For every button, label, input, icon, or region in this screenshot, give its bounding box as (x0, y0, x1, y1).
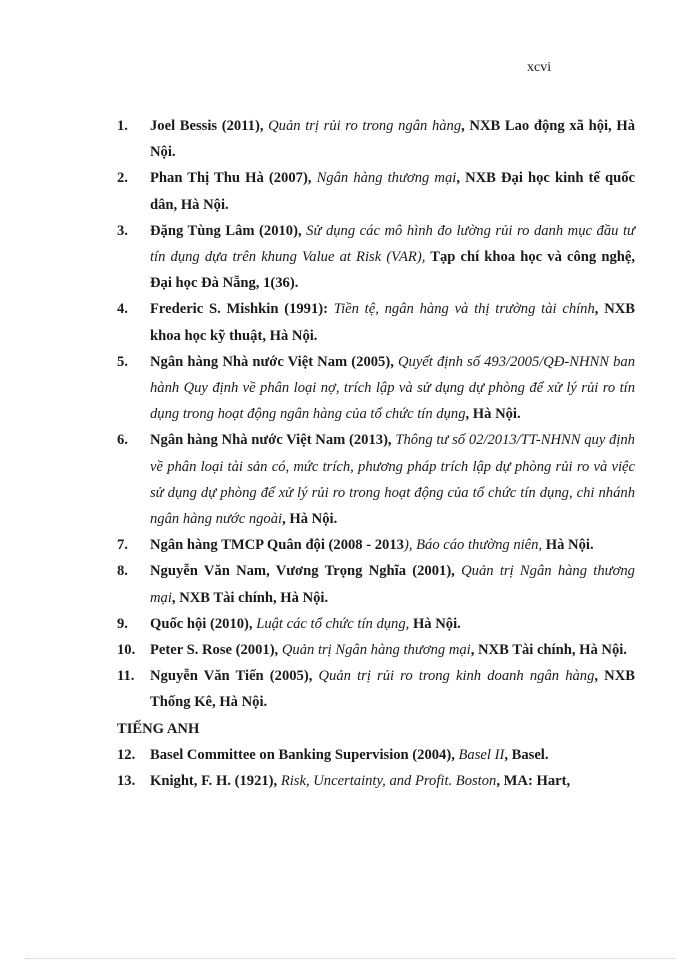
reference-number: 4. (117, 301, 128, 318)
reference-segment: Nguyễn Văn Tiến (2005), (150, 668, 319, 685)
reference-title: Basel II (458, 746, 505, 763)
reference-item (117, 427, 635, 532)
reference-title: Quyết định số 493/2005/QĐ-NHNN ban hành Quy định về phân loại nợ, trích lập và sử dụng dự phòng để xử lý rủi ro tín dụng trong hoạt động ngân hàng của tổ chức tín dụng (150, 353, 635, 423)
reference-segment: Ngân hàng Nhà nước Việt Nam (2013), (150, 432, 396, 449)
reference-segment: Phan Thị Thu Hà (2007), (150, 170, 317, 187)
reference-number: 1. (117, 118, 128, 134)
reference-text (150, 296, 635, 348)
reference-segment: Knight, F. H. (1921), (150, 773, 281, 790)
reference-item (117, 611, 635, 637)
reference-segment: Hà Nội. (409, 615, 461, 632)
reference-text (150, 637, 635, 663)
reference-segment: Joel Bessis (2011), (150, 118, 269, 134)
reference-number: 8. (117, 563, 128, 580)
reference-text (150, 663, 635, 715)
reference-item (117, 663, 635, 715)
reference-title: Ngân hàng thương mại (316, 170, 457, 187)
reference-segment: , MA: Hart, (496, 773, 571, 790)
reference-text (150, 611, 635, 637)
reference-number: 10. (117, 642, 136, 659)
reference-item (117, 742, 635, 768)
reference-item (117, 113, 635, 165)
reference-segment: , Basel. (504, 746, 549, 763)
reference-segment: , Hà Nội. (465, 406, 521, 423)
reference-item (117, 637, 635, 663)
reference-segment: Ngân hàng Nhà nước Việt Nam (2005), (150, 353, 398, 370)
reference-segment: Frederic S. Mishkin (1991): (150, 301, 334, 318)
reference-text (150, 349, 635, 428)
reference-title: Risk, Uncertainty, and Profit. Boston (280, 773, 497, 790)
reference-number: 3. (117, 222, 128, 239)
reference-text (150, 218, 635, 297)
reference-number: 9. (117, 615, 128, 632)
reference-segment: , NXB Thống Kê, Hà Nội. (150, 668, 635, 711)
vietnamese-references (117, 113, 635, 716)
reference-segment: , Hà Nội. (282, 511, 338, 528)
page-number: xcvi (527, 60, 552, 75)
reference-segment: Basel Committee on Banking Supervision (2004), (150, 746, 459, 763)
reference-number: 6. (117, 432, 128, 449)
reference-number: 7. (117, 537, 128, 554)
reference-text (150, 165, 635, 217)
reference-title: Quản trị rủi ro trong kinh doanh ngân hàng (318, 668, 595, 685)
reference-title: Thông tư số 02/2013/TT-NHNN quy định về phân loại tài sản có, mức trích, phương pháp trích lập dự phòng rủi ro và việc sử dụng dự phòng để xử lý rủi ro trong hoạt động của tổ chức tín dụng, chi nhánh ngân hàng nước ngoài (150, 432, 635, 528)
reference-text (150, 768, 635, 794)
reference-number: 5. (117, 353, 128, 370)
reference-item (117, 296, 635, 348)
reference-item (117, 218, 635, 297)
reference-segment: , NXB khoa học kỹ thuật, Hà Nội. (150, 301, 636, 344)
reference-segment: Quốc hội (2010), (150, 615, 257, 632)
reference-segment: Ngân hàng TMCP Quân đội (2008 - 2013 (150, 537, 404, 554)
reference-title: Tiền tệ, ngân hàng và thị trường tài chính (333, 301, 595, 318)
reference-segment: , NXB Đại học kinh tế quốc dân, Hà Nội. (150, 170, 636, 213)
reference-text (150, 742, 635, 768)
reference-number: 11. (117, 668, 135, 685)
reference-list (117, 113, 635, 794)
reference-item (117, 165, 635, 217)
reference-number: 13. (117, 773, 136, 790)
reference-item (117, 349, 635, 428)
reference-number: 2. (117, 170, 128, 187)
reference-title: ), Báo cáo thường niên, (403, 537, 543, 554)
page-bottom-rule (25, 958, 675, 959)
english-references (117, 742, 635, 794)
reference-title: Quản trị Ngân hàng thương mại (150, 563, 635, 606)
reference-title: Quản trị Ngân hàng thương mại (281, 642, 471, 659)
reference-segment: Tạp chí khoa học và công nghệ, Đại học Đà Nẵng, 1(36). (150, 249, 635, 292)
reference-item (117, 768, 635, 794)
reference-segment: Hà Nội. (542, 537, 594, 554)
reference-segment: , NXB Lao động xã hội, Hà Nội. (150, 118, 635, 161)
reference-title: Quản trị rủi ro trong ngân hàng (268, 118, 462, 134)
reference-number: 12. (117, 746, 136, 763)
reference-text (150, 113, 635, 165)
reference-title: Luật các tổ chức tín dụng, (256, 615, 410, 632)
reference-item (117, 558, 635, 610)
reference-title: Sử dụng các mô hình đo lường rủi ro danh mục đầu tư tín dụng dựa trên khung Value at Risk (VAR), (150, 222, 635, 266)
reference-segment: , NXB Tài chính, Hà Nội. (171, 589, 329, 606)
reference-segment: Nguyễn Văn Nam, Vương Trọng Nghĩa (2001), (150, 563, 462, 580)
reference-item (117, 532, 635, 558)
reference-segment: Peter S. Rose (2001), (150, 642, 282, 659)
reference-text (150, 532, 635, 558)
section-heading-english: TIẾNG ANH (117, 720, 200, 737)
reference-segment: Đặng Tùng Lâm (2010), (150, 222, 307, 239)
reference-text (150, 427, 635, 532)
reference-text (150, 558, 635, 610)
reference-segment: , NXB Tài chính, Hà Nội. (470, 642, 627, 659)
